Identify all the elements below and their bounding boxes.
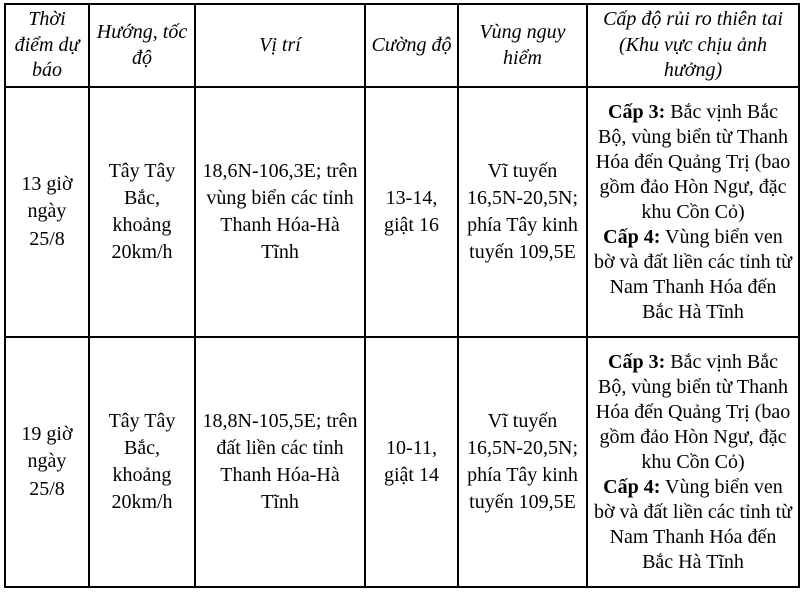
cell-forecast-time: 13 giờ ngày 25/8	[5, 87, 89, 337]
table-row-2	[5, 337, 799, 587]
risk-level-3-label: Cấp 3:	[608, 100, 666, 123]
risk-level-4	[593, 225, 793, 325]
cell-intensity: 13-14, giật 16	[365, 87, 458, 337]
cell-direction-speed: Tây Tây Bắc, khoảng 20km/h	[89, 337, 195, 587]
cell-risk-level	[587, 87, 799, 337]
cell-forecast-time: 19 giờ ngày 25/8	[5, 337, 89, 587]
header-intensity: Cường độ	[365, 4, 458, 87]
risk-level-4-text: Vùng biển ven bờ và đất liền các tỉnh từ Nam Thanh Hóa đến Bắc Hà Tĩnh	[593, 475, 793, 573]
cell-intensity: 10-11, giật 14	[365, 337, 458, 587]
cell-danger-zone: Vĩ tuyến 16,5N-20,5N; phía Tây kinh tuyến 109,5E	[458, 337, 587, 587]
risk-level-4	[593, 475, 793, 575]
table-row-1	[5, 87, 799, 337]
cell-position: 18,6N-106,3E; trên vùng biển các tỉnh Thanh Hóa-Hà Tĩnh	[195, 87, 365, 337]
risk-level-3-text: Bắc vịnh Bắc Bộ, vùng biển từ Thanh Hóa đến Quảng Trị (bao gồm đảo Hòn Ngư, đặc khu Cồn Cỏ)	[595, 350, 791, 473]
header-danger-zone: Vùng nguy hiểm	[458, 4, 587, 87]
cell-danger-zone: Vĩ tuyến 16,5N-20,5N; phía Tây kinh tuyến 109,5E	[458, 87, 587, 337]
risk-level-3	[593, 350, 793, 475]
risk-level-3-text: Bắc vịnh Bắc Bộ, vùng biển từ Thanh Hóa đến Quảng Trị (bao gồm đảo Hòn Ngư, đặc khu Cồn Cỏ)	[595, 100, 791, 223]
header-risk-level: Cấp độ rủi ro thiên tai (Khu vực chịu ảnh hưởng)	[587, 4, 799, 87]
storm-forecast-table	[4, 3, 800, 588]
header-forecast-time: Thời điểm dự báo	[5, 4, 89, 87]
cell-position: 18,8N-105,5E; trên đất liền các tỉnh Thanh Hóa-Hà Tĩnh	[195, 337, 365, 587]
risk-level-3	[593, 100, 793, 225]
cell-direction-speed: Tây Tây Bắc, khoảng 20km/h	[89, 87, 195, 337]
risk-level-4-label: Cấp 4:	[603, 475, 661, 498]
header-position: Vị trí	[195, 4, 365, 87]
risk-level-4-label: Cấp 4:	[603, 225, 661, 248]
header-direction-speed: Hướng, tốc độ	[89, 4, 195, 87]
cell-risk-level	[587, 337, 799, 587]
risk-level-3-label: Cấp 3:	[608, 350, 666, 373]
risk-level-4-text: Vùng biển ven bờ và đất liền các tỉnh từ Nam Thanh Hóa đến Bắc Hà Tĩnh	[593, 225, 793, 323]
table-header-row	[5, 4, 799, 87]
